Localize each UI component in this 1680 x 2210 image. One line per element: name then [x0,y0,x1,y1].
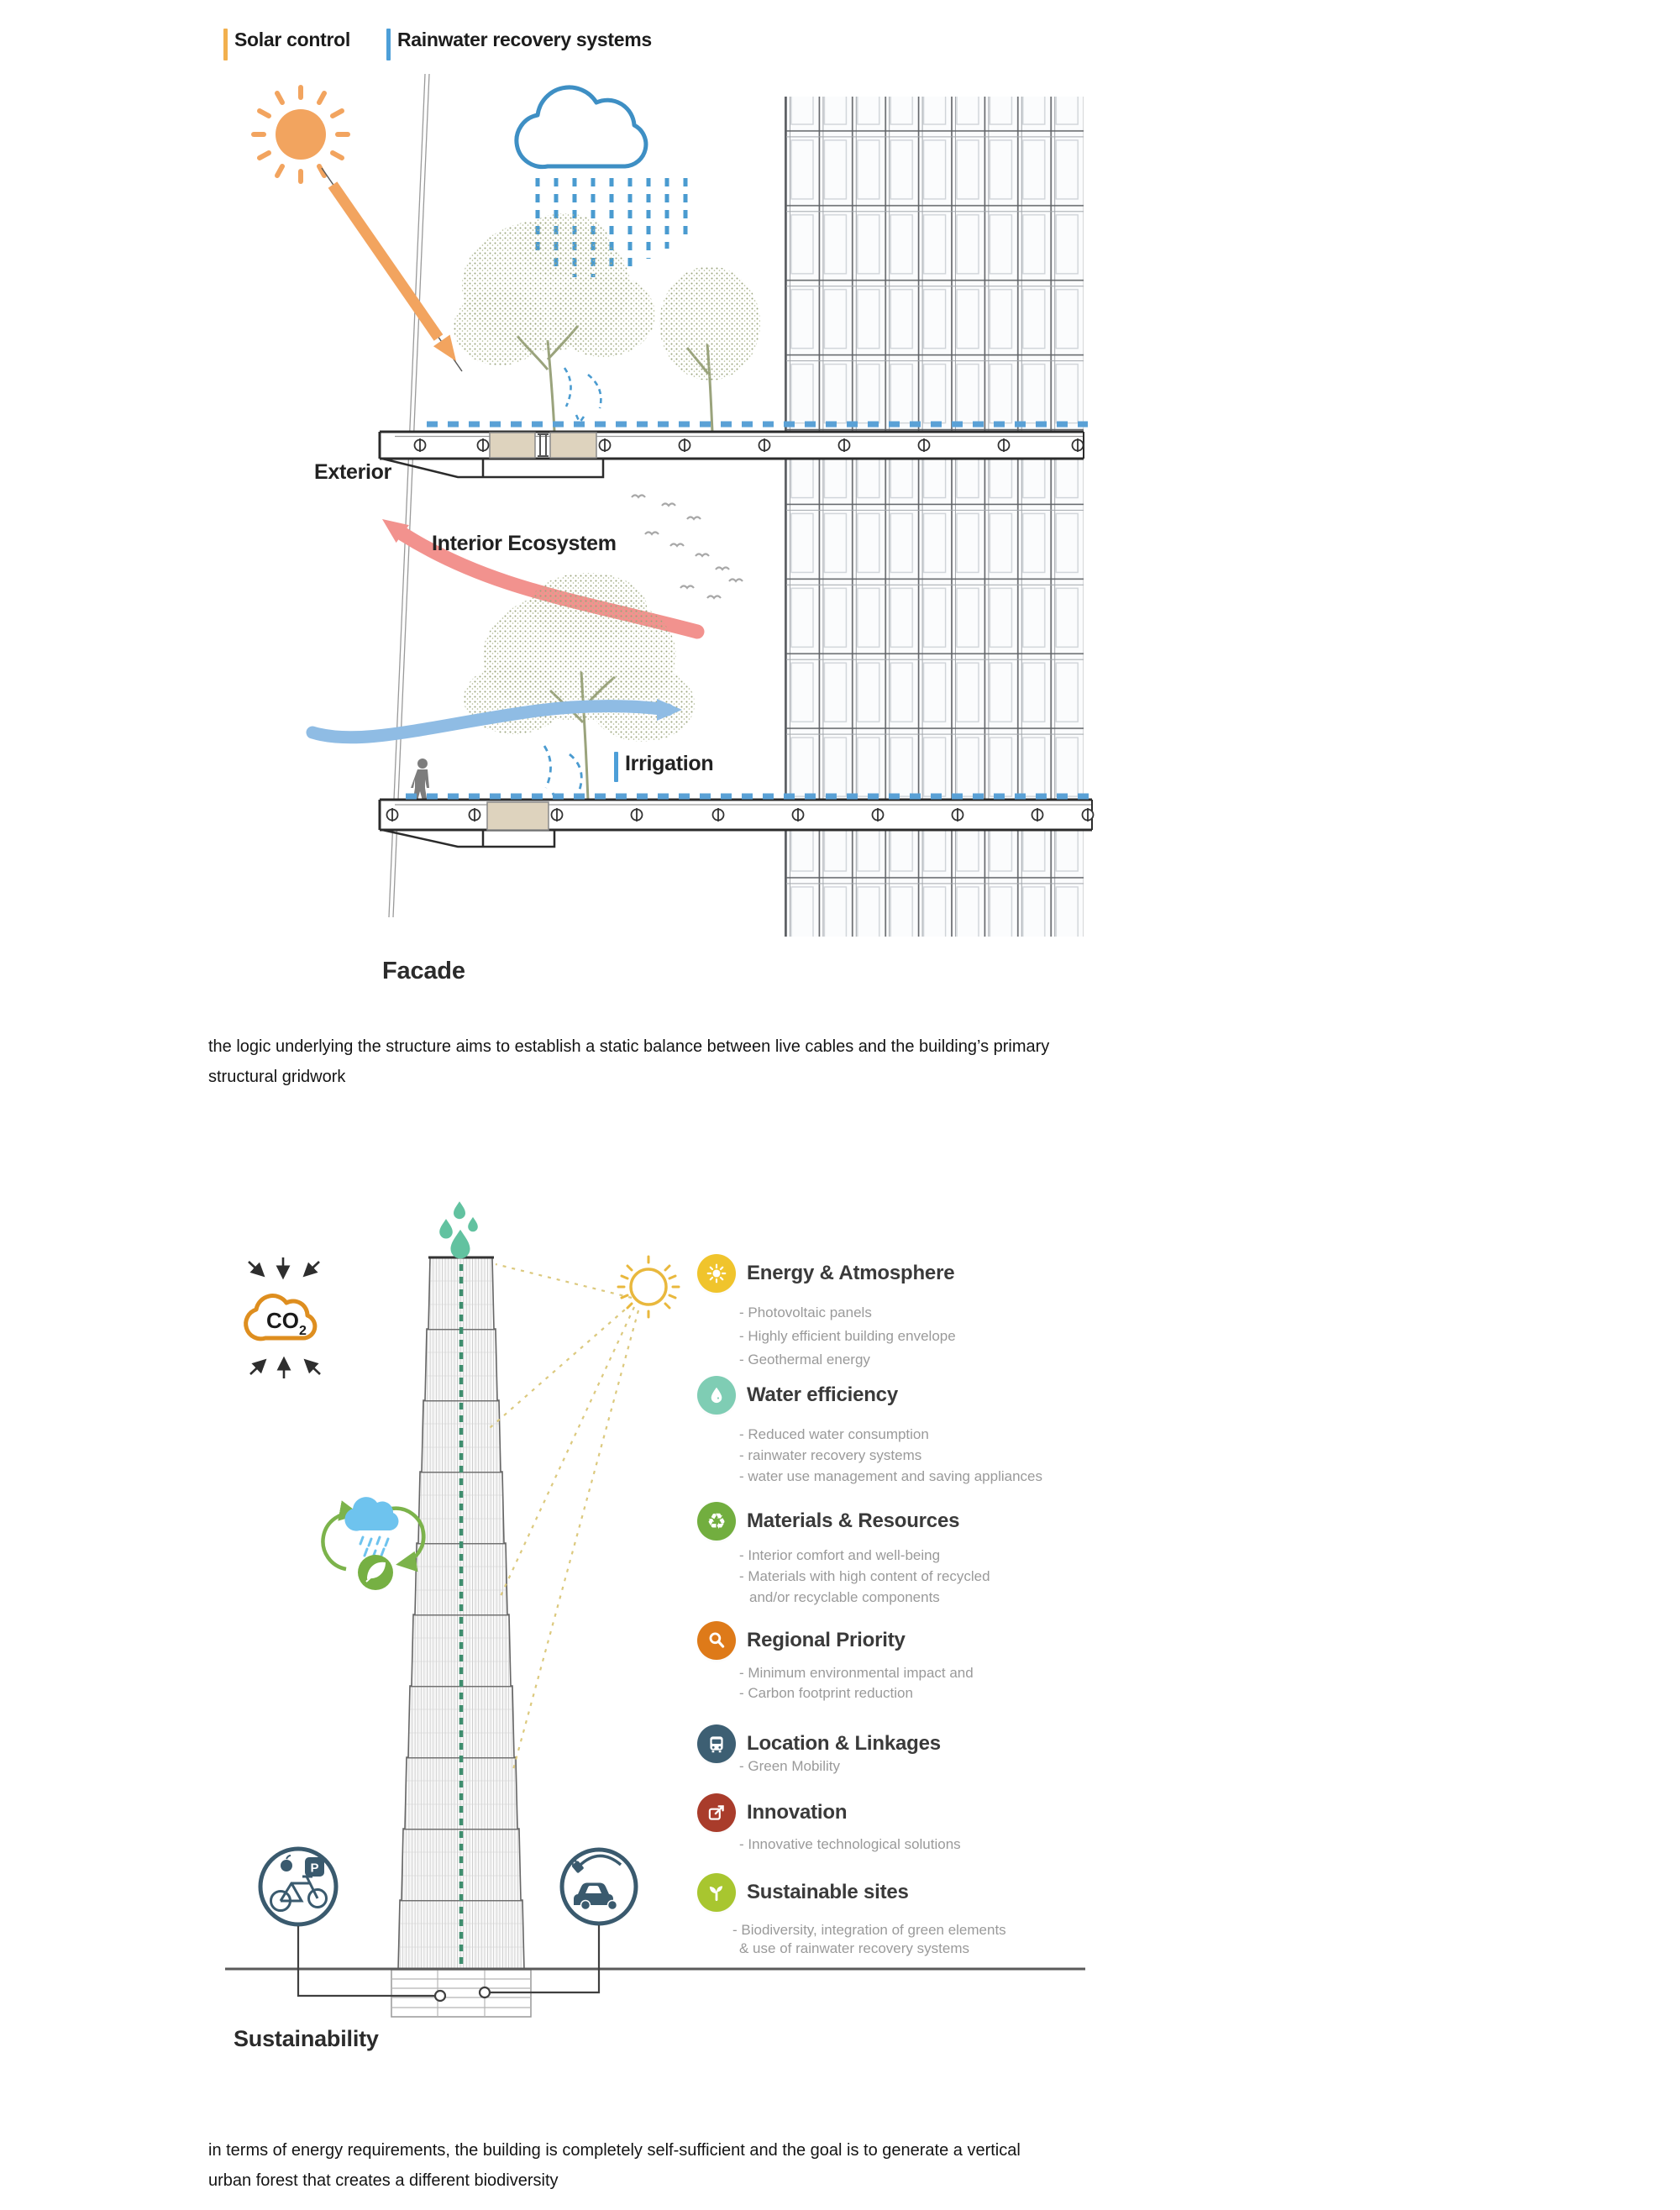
solar-legend-bar [223,29,228,60]
bus-icon [697,1724,736,1763]
share-icon [697,1793,736,1832]
sustainability-title: Sustainability [234,2026,379,2051]
category-title: Energy & Atmosphere [747,1262,955,1284]
legend-rainwater [386,29,652,60]
category-bullets: - Photovoltaic panels - Highly efficient building envelope - Geothermal energy [739,1304,956,1367]
category-energy-atmosphere [697,1254,1100,1372]
facade-caption: the logic underlying the structure aims to establish a static balance between live cables and the building’s primary structural gridwork [208,1037,1050,1086]
category-title: Regional Priority [747,1629,906,1651]
label-irrigation: Irrigation [614,752,713,782]
small-sun-icon [490,1257,679,1772]
category-bullets: - Interior comfort and well-being - Materials with high content of recycled and/or recyclable components [739,1547,990,1605]
legend-rainwater-label: Rainwater recovery systems [397,29,652,50]
category-sustainable-sites [697,1873,1100,1958]
magnifier-icon [697,1621,736,1660]
upper-floor-trees [454,213,760,432]
category-bullets: - Green Mobility [739,1758,840,1774]
category-regional-priority [697,1621,1100,1703]
rainwater-legend-bar [386,29,391,60]
rainwater-recycle-icon [323,1497,423,1590]
sustainability-caption: in terms of energy requirements, the building is completely self-sufficient and the goal is to generate a vertical urban forest that creates a different biodiversity [208,2141,1021,2190]
electric-car-icon [562,1850,636,1924]
category-materials-resources [697,1502,1100,1608]
co2-cloud-icon [246,1257,320,1378]
category-title: Materials & Resources [747,1509,960,1532]
sun-icon [697,1254,736,1293]
facade-title: Facade [382,958,465,984]
category-title: Sustainable sites [747,1881,909,1903]
upper-drip-lines [564,368,601,423]
category-location-linkages [697,1724,1100,1777]
category-title: Water efficiency [747,1383,898,1406]
category-bullets: - Reduced water consumption - rainwater recovery systems - water use management and saving appliances [739,1426,1042,1484]
legend-solar-control [223,29,350,60]
category-bullets: - Minimum environmental impact and - Carbon footprint reduction [739,1665,974,1701]
category-title: Location & Linkages [747,1732,941,1755]
planter-box [550,433,596,458]
co2-formula: CO [266,1308,299,1333]
planter-box [487,802,549,830]
parking-badge: P [310,1861,319,1876]
category-water-efficiency [697,1376,1100,1487]
water-droplets-icon [439,1201,478,1258]
category-innovation [697,1793,1100,1855]
category-bullets: - Innovative technological solutions [739,1836,961,1852]
facade-section-diagram [254,74,1094,937]
label-interior-ecosystem: Interior Ecosystem [432,532,617,555]
recycle-icon: ♻ [697,1502,736,1541]
lower-drip-lines [544,746,581,801]
birds [632,496,743,599]
bike-parking-icon [260,1849,336,1924]
category-bullets: - Biodiversity, integration of green elements & use of rainwater recovery systems [732,1922,1006,1956]
irrigation-bar [614,752,618,782]
solar-ray-arrow [322,168,465,371]
sun-icon [254,87,348,181]
legend-solar-label: Solar control [234,29,350,50]
sprout-icon [697,1873,736,1912]
label-exterior: Exterior [314,460,392,484]
droplet-icon [697,1376,736,1415]
category-title: Innovation [747,1801,848,1824]
co2-subscript: 2 [299,1324,307,1338]
planter-box [490,433,535,458]
